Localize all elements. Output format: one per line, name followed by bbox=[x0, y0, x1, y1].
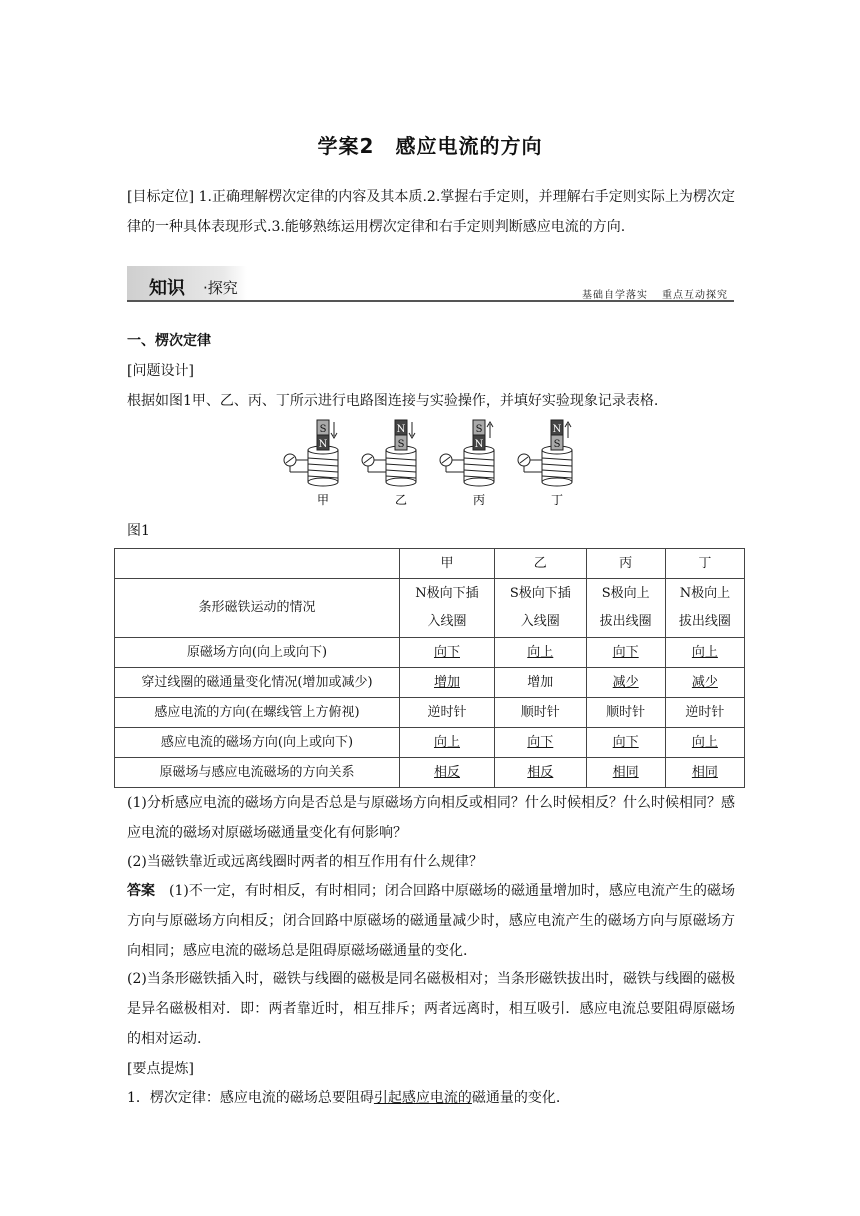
section-heading: 一、楞次定律 bbox=[127, 333, 211, 349]
problem-design-label: [问题设计] bbox=[127, 363, 194, 379]
question-1: (1)分析感应电流的磁场方向是否总是与原磁场方向相反或相同？什么时候相反？什么时候相同？感应电流的磁场对原磁场磁通量变化有何影响？ bbox=[127, 795, 735, 841]
table-cell: 向上 bbox=[665, 638, 744, 668]
table-header: 甲 bbox=[400, 549, 495, 579]
table-cell: S极向上 拔出线圈 bbox=[586, 579, 665, 638]
row-label: 原磁场与感应电流磁场的方向关系 bbox=[115, 758, 400, 788]
table-cell: 向下 bbox=[586, 638, 665, 668]
magnet-bottom-pole: S bbox=[553, 439, 561, 450]
coil-panel-yi bbox=[362, 420, 416, 507]
table-row bbox=[115, 758, 745, 788]
table-cell: 向上 bbox=[665, 728, 744, 758]
answer-1 bbox=[127, 876, 735, 966]
table-row bbox=[115, 668, 745, 698]
table-cell: 向上 bbox=[495, 638, 587, 668]
answer-label: 答案 bbox=[127, 883, 156, 899]
row-label: 感应电流的方向(在螺线管上方俯视) bbox=[115, 698, 400, 728]
row-label: 感应电流的磁场方向(向上或向下) bbox=[115, 728, 400, 758]
learning-objectives: [目标定位] 1.正确理解楞次定律的内容及其本质.2.掌握右手定则，并理解右手定则实际上为楞次定律的一种具体表现形式.3.能够熟练运用楞次定律和右手定则判断感应电流的方向. bbox=[127, 189, 735, 235]
panel-label: 甲 bbox=[316, 493, 330, 507]
table-cell: 相同 bbox=[586, 758, 665, 788]
panel-label: 乙 bbox=[394, 493, 408, 507]
table-cell: 减少 bbox=[586, 668, 665, 698]
table-row bbox=[115, 579, 745, 638]
table-header: 丁 bbox=[665, 549, 744, 579]
table-cell: S极向下插 入线圈 bbox=[495, 579, 587, 638]
table-cell: 向下 bbox=[400, 638, 495, 668]
magnet-top-pole: N bbox=[552, 424, 562, 435]
table-cell: 减少 bbox=[665, 668, 744, 698]
row-label: 条形磁铁运动的情况 bbox=[115, 579, 400, 638]
row-label: 穿过线圈的磁通量变化情况(增加或减少) bbox=[115, 668, 400, 698]
magnet-top-pole: S bbox=[319, 424, 327, 435]
table-cell: 增加 bbox=[400, 668, 495, 698]
table-cell: 向上 bbox=[400, 728, 495, 758]
panel-label: 丙 bbox=[472, 493, 486, 507]
table-header: 丙 bbox=[586, 549, 665, 579]
page-title: 学案2 感应电流的方向 bbox=[317, 134, 543, 158]
panel-label: 丁 bbox=[550, 493, 564, 507]
magnet-top-pole: N bbox=[396, 424, 406, 435]
table-header: 乙 bbox=[495, 549, 587, 579]
figure-caption: 图1 bbox=[127, 523, 150, 539]
table-cell: 逆时针 bbox=[400, 698, 495, 728]
table-cell: 增加 bbox=[495, 668, 587, 698]
point-1-underlined: 引起感应电流的 bbox=[373, 1090, 472, 1106]
coil-panel-ding bbox=[518, 420, 572, 507]
experiment-figure bbox=[278, 418, 578, 510]
coil-panel-bing bbox=[440, 420, 494, 507]
banner-tag-1: 基础自学落实 bbox=[582, 290, 648, 301]
table-cell: 相同 bbox=[665, 758, 744, 788]
table-cell: 相反 bbox=[400, 758, 495, 788]
table-cell: 向下 bbox=[495, 728, 587, 758]
table-cell: 相反 bbox=[495, 758, 587, 788]
table-cell: 顺时针 bbox=[495, 698, 587, 728]
table-row bbox=[115, 638, 745, 668]
magnet-bottom-pole: N bbox=[474, 439, 484, 450]
table-row bbox=[115, 728, 745, 758]
experiment-table bbox=[114, 548, 745, 788]
point-1: 1．楞次定律：感应电流的磁场总要阻碍引起感应电流的磁通量的变化. bbox=[127, 1090, 561, 1106]
key-points-label: [要点提炼] bbox=[127, 1061, 194, 1077]
magnet-bottom-pole: N bbox=[318, 439, 328, 450]
answer-2: (2)当条形磁铁插入时，磁铁与线圈的磁极是同名磁极相对；当条形磁铁拔出时，磁铁与线圈的磁极是异名磁极相对．即：两者靠近时，相互排斥；两者远离时，相互吸引．感应电流总要阻碍原磁场的相对运动. bbox=[127, 971, 735, 1047]
intro-text: 根据如图1甲、乙、丙、丁所示进行电路图连接与实验操作，并填好实验现象记录表格. bbox=[127, 393, 659, 409]
question-2: (2)当磁铁靠近或远离线圈时两者的相互作用有什么规律？ bbox=[127, 854, 483, 870]
banner-tag-2: 重点互动探究 bbox=[662, 290, 728, 301]
row-label: 原磁场方向(向上或向下) bbox=[115, 638, 400, 668]
banner-tags bbox=[582, 286, 728, 301]
table-row bbox=[115, 698, 745, 728]
magnet-bottom-pole: S bbox=[397, 439, 405, 450]
magnet-top-pole: S bbox=[475, 424, 483, 435]
banner-rule bbox=[127, 300, 734, 302]
table-cell: N极向下插 入线圈 bbox=[400, 579, 495, 638]
answer-1-text: (1)不一定，有时相反，有时相同；闭合回路中原磁场的磁通量增加时，感应电流产生的磁场方向与原磁场方向相反；闭合回路中原磁场的磁通量减少时，感应电流产生的磁场方向与原磁场方向相同；感应电流的磁场总是阻碍原磁场磁通量的变化. bbox=[127, 883, 735, 959]
banner-sub: ·探究 bbox=[203, 279, 238, 297]
banner-main: 知识 bbox=[149, 278, 185, 299]
coil-panel-jia bbox=[284, 420, 338, 507]
table-cell: N极向上 拔出线圈 bbox=[665, 579, 744, 638]
table-header-row bbox=[115, 549, 745, 579]
section-banner bbox=[127, 266, 734, 304]
table-cell: 向下 bbox=[586, 728, 665, 758]
table-cell: 顺时针 bbox=[586, 698, 665, 728]
table-cell: 逆时针 bbox=[665, 698, 744, 728]
